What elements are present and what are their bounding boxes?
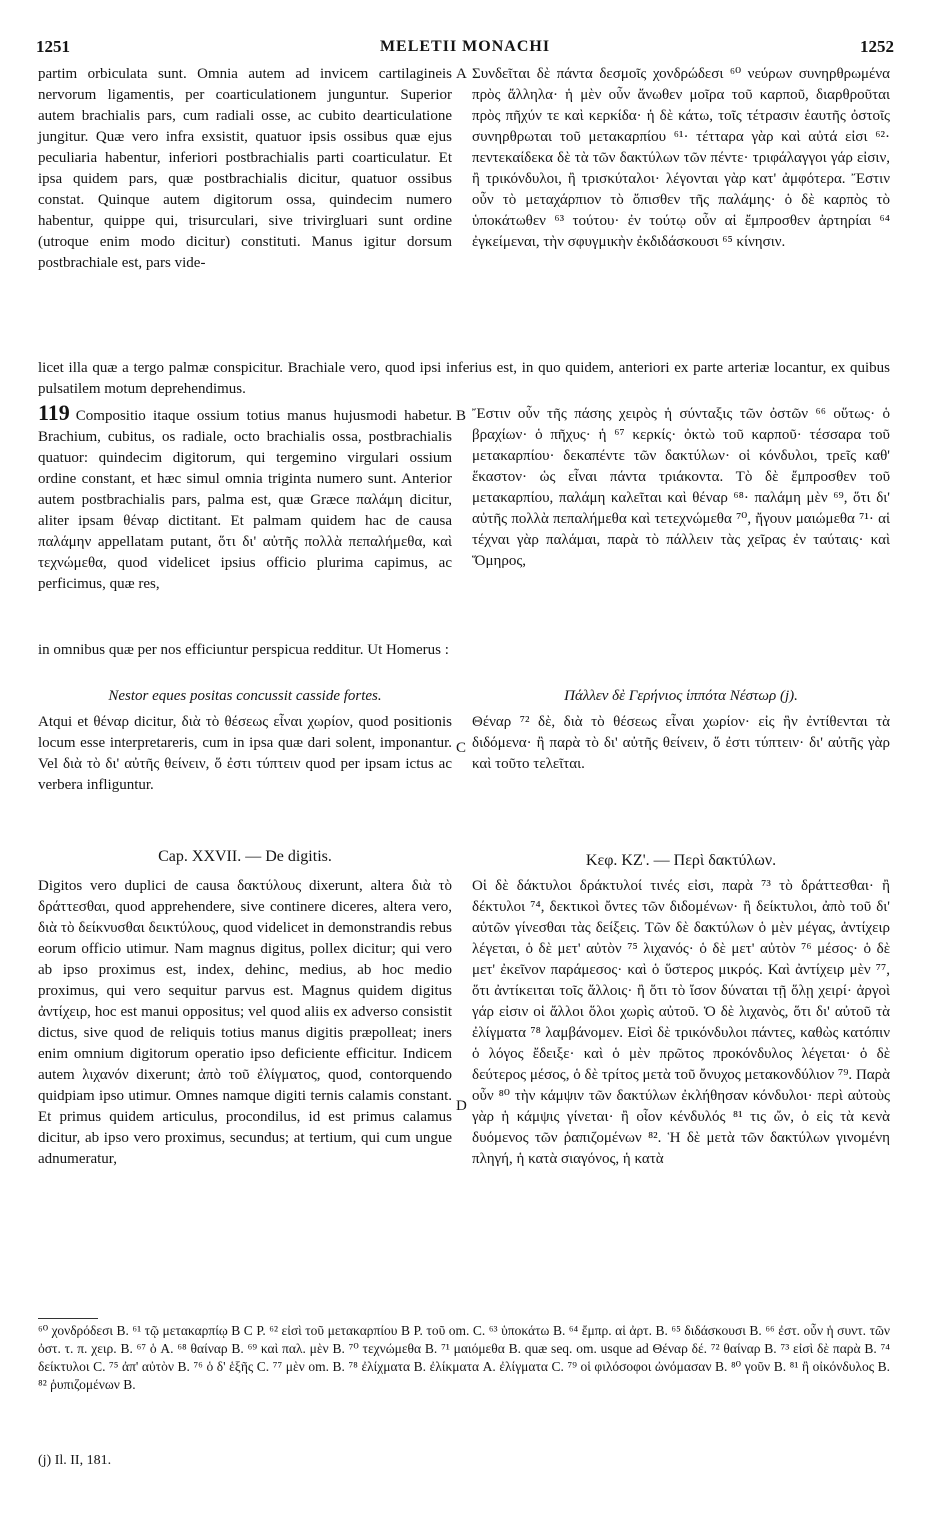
margin-marker-d: D [456,1098,467,1114]
latin-column-block-3: Atqui et θέναρ dicitur, διὰ τὸ θέσεως εἶναι χωρίον, quod positionis locum esse interpretareris, cum in ipsa quæ dari solent, imponantur. Vel διὰ τὸ δι' αὐτῆς θείνειν, ὅ ἐστι τύπτειν quod per ipsam ictus ac verbera infliguntur. [38,714,452,793]
left-page-number: 1251 [36,37,70,56]
latin-column-block-2 [38,402,452,595]
greek-column-block-1: Συνδεῖται δὲ πάντα δεσμοῖς χονδρώδεσι ⁶⁰ νεύρων συνηρθρωμένα πρὸς ἄλληλα· ἡ μὲν οὖν ἄνωθεν μοῖρα τοῦ καρποῦ, διαρθροῦται πρὸς πῆχύν τε καὶ κερκίδα· ἡ δὲ κάτω, τοῖς τέτρασιν ἑαυτῆς ὀστοῖς συνηρθρωται τοῦ μετακαρπίου ⁶¹· τέτταρα γὰρ καὶ αὐτά εἰσι ⁶²· πεντεκαίδεκα δὲ τὰ τῶν δακτύλων τῶν πέντε· τριφάλαγγοι γάρ εἰσιν, ἢ τρικόνδυλοι, ἢ τρισκύταλοι· λέγονται γὰρ κατ' ἀμφότερα. Ἔστιν οὖν τὸ μεταχάρπιον τὸ ὄπισθεν τῆς παλάμης· ὁ δὲ καρπὸς τὸ ὑποκάτωθεν ⁶³ τούτου· ἐν τούτῳ οὖν αἱ ἔμπροσθεν ἀρτηρίαι ⁶⁴ ἐγκείμεναι, τὴν σφυγμικὴν ἐκδιδάσκουσι ⁶⁵ κίνησιν. [472,66,890,250]
greek-chapter-heading: Κεφ. ΚΖ'. — Περὶ δακτύλων. [585,852,777,869]
page-header [36,36,894,58]
latin-column-block-1: partim orbiculata sunt. Omnia autem ad invicem cartilagineis nervorum ligamentis, per coarticulationem junguntur. Superior autem brachialis pars, cum radiali osse, ac cubito dearticulatione jungitur. Quæ vero infra exsistit, quatuor ipsis ossibus quæ ejus peculiaria habentur, inferiori postbrachialis parti coarticulatur. Et ipsa quidem pars, quæ postbrachialis dicitur, quatuor ossibus constat. Quinque autem digitorum ossa, quindecim numero habentur, quippe qui, trisurculari, sive trivirgluari sunt ordine (utroque enim modo dicitur) constituti. Manus igitur dorsum postbrachiale est, pars vide- [38,66,452,271]
full-width-text-block-2: in omnibus quæ per nos efficiuntur perspicua redditur. Ut Homerus : [38,642,449,658]
margin-marker-a: A [456,66,467,82]
greek-column-block-2: Ἔστιν οὖν τῆς πάσης χειρὸς ἡ σύνταξις τῶν ὀστῶν ⁶⁶ οὕτως· ὁ βραχίων· ὁ πῆχυς· ἡ ⁶⁷ κερκίς· ὀκτὼ τοῦ καρποῦ· τέσσαρα τοῦ μετακαρπίου· δεκαπέντε τῶν δακτύλων· οἱ κόνδυλοι, τρεῖς καθ' ἕκαστον· ὡς εἶναι πάντα τριάκοντα. Τὸ δὲ ἔμπροσθεν τοῦ μετακαρπίου, παλάμη καλεῖται καὶ θέναρ ⁶⁸· παλάμη μὲν ⁶⁹, ὅτι δι' αὐτῆς πολλὰ πεπαλήμεθα καὶ τετεχνώμεθα ⁷⁰, ἤγουν μαιώμεθα ⁷¹· αἱ τέχναι γὰρ παλάμαι, παρὰ τὸ πάλλειν τὰς χεῖρας ἐν ταύταις· καὶ Ὅμηρος, [472,406,890,569]
section-number: 119 [38,400,70,425]
right-page-number: 1252 [860,37,894,56]
greek-column-block-3: Θέναρ ⁷² δὲ, διὰ τὸ θέσεως εἶναι χωρίον· εἰς ἣν ἐντίθενται τὰ διδόμενα· ἢ παρὰ τὸ δι' αὐτῆς θείνειν, ὅ ἐστι τύπτειν· δι' αὐτῆς γὰρ καὶ τοῦτο τελεῖται. [472,714,890,772]
running-title: MELETII MONACHI [379,38,551,55]
latin-column-block-4: Digitos vero duplici de causa δακτύλους dixerunt, altera διὰ τὸ δράττεσθαι, quod apprehendere, sive continere diceres, altera vero, διὰ τὸ δείκνυσθαι δεικτύλους, quod videlicet in demonstrandis rebus eorum officio utimur. Nam magnus digitus, pollex dicitur; qui vero ab ipso proximus est, index, dehinc, medius, ab hoc medio proximus, qui vero sequitur parvus est. Magnus quidem digitus ἀντίχειρ, hoc est manui oppositus; vel quod aliis ex adverso consistit dictus, sive quod de reliquis totius manus digitis præpolleat; iners enim omnium digitorum operatio ipso deficiente efficitur. Indicem autem λιχανόν dixerunt; ἀπὸ τοῦ ἐλίγματος, quod, contorquendo quidpiam ipso utimur. Omnes namque digiti ternis calamis constant. Et primus quidem articulus, procondilus, id est primus calamus dicitur, ab ipso vero proximus, secundus; at tertium, qui cum ungue adnumeratur, [38,878,452,1167]
full-width-text-block-1: licet illa quæ a tergo palmæ conspicitur. Brachiale vero, quod ipsi inferius est, in quo quidem, anteriori ex parte arteriæ locantur, ex quibus pulsatilem motum deprehendimus. [38,360,890,397]
latin-text-block-2: Compositio itaque ossium totius manus hujusmodi habetur. Brachium, cubitus, os radiale, octo brachialis ossa, postbrachialis quatuor: quindecim digitorum, qui tergemino virgulari ossium ordine constant, et hæc simul omnia triginta numero sunt. Anterior autem postbrachialis pars, palma est, quæ Græce παλάμη dicitur, aliter ipsam θέναρ dictitant. Et palmam quidem hac de causa παλάμην appellatam putant, ὅτι δι' αὐτῆς πολλὰ πεπαλήμεθα, καὶ τεχνώμεθα, quod videlicet ipsius officio plurima capimus, ac perficimus, quæ res, [38,408,452,592]
homer-reference-note: (j) Il. II, 181. [38,1453,112,1468]
greek-verse: Πάλλεν δὲ Γερήνιος ἱππότα Νέστωρ (j). [564,688,798,704]
latin-verse: Nestor eques positas concussit casside fortes. [108,688,382,704]
footnotes: ⁶⁰ χονδρόδεσι B. ⁶¹ τῷ μετακαρπίῳ B C P. ⁶² εἰσὶ τοῦ μετακαρπίου B P. τοῦ om. C. ⁶³ ὑποκάτω B. ⁶⁴ ἔμπρ. αἱ ἀρτ. B. ⁶⁵ διδάσκουσι B. ⁶⁶ ἐστ. οὖν ἡ συντ. τῶν ὀστ. τ. π. χειρ. B. ⁶⁷ ὁ A. ⁶⁸ θαίναρ B. ⁶⁹ καὶ παλ. μὲν B. ⁷⁰ τεχνώμεθα B. ⁷¹ μαιόμεθα B. quæ seq. om. usque ad Θέναρ δέ. ⁷² θαίναρ B. ⁷³ εἰσὶ δὲ παρὰ B. ⁷⁴ δείκτυλοι C. ⁷⁵ ἀπ' αὐτὸν B. ⁷⁶ ὁ δ' ἑξῆς C. ⁷⁷ μὲν om. B. ⁷⁸ ἐλίχματα B. ἐλίκματα A. ἐλίγματα C. ⁷⁹ οἱ φιλόσοφοι ὠνόμασαν B. ⁸⁰ γοῦν B. ⁸¹ ἢ οἰκόνδυλος B. ⁸² ῥυπιζομένων B. [38,1323,890,1392]
latin-chapter-heading: Cap. XXVII. — De digitis. [158,848,332,865]
footnote-rule [38,1318,98,1319]
margin-marker-b: B [456,408,467,424]
greek-column-block-4: Οἱ δὲ δάκτυλοι δράκτυλοί τινές εἰσι, παρὰ ⁷³ τὸ δράττεσθαι· ἢ δέκτυλοι ⁷⁴, δεκτικοὶ ὄντες τῶν διδομένων· ἢ δείκτυλοι, ἀπὸ τοῦ δι' αὐτῶν γίνεσθαι τὰς δείξεις. Τῶν δὲ δακτύλων ὁ μὲν μέγας, ἀντίχειρ λέγεται, ὁ δὲ μετ' αὐτὸν ⁷⁵ λιχανός· ὁ δὲ μετ' αὐτὸν ⁷⁶ μέσος· ὁ δὲ μετ' ἐκεῖνον παράμεσος· καὶ ὁ ὕστερος μικρός. Καὶ ἀντίχειρ μὲν ⁷⁷, ὅτι ἀντίκειται τοῖς ἄλλοις· ἢ ὅτι τὸ ἴσον δύναται τῇ ὅλῃ χειρί· ἀργοὶ γάρ εἰσιν οἱ ἄλλοι ὅλοι χωρὶς αὐτοῦ. Ὁ δὲ λιχανὸς, ὅτι δι' αὐτοῦ τὰ ἐλίγματα ⁷⁸ λαμβάνομεν. Εἰσὶ δὲ τρικόνδυλοι πάντες, καθὼς κατόπιν ὁ λόγος ἔδειξε· καὶ ὁ μὲν πρῶτος προκόνδυλος λέγεται· ὁ δὲ δεύτερος μέσος, ὁ δὲ τρίτος μετὰ τοῦ ὄνυχος μετακονδύλιον ⁷⁹. Παρὰ οὖν ⁸⁰ τὴν κάμψιν τῶν δακτύλων ἐκλήθησαν κόνδυλοι· περὶ αὐτοὺς γὰρ ἡ κάμψις γίνεται· ἢ οἷον κένδυλός ⁸¹ τις ὤν, ὁ εἰς τὰ κενὰ δυόμενος τῶν ῥαπιζομένων ⁸². Ἡ δὲ μετὰ τῶν δακτύλων γινομένη πληγή, ἡ κατὰ σιαγόνος, ἡ κατὰ [472,878,890,1167]
margin-marker-c: C [456,740,467,756]
